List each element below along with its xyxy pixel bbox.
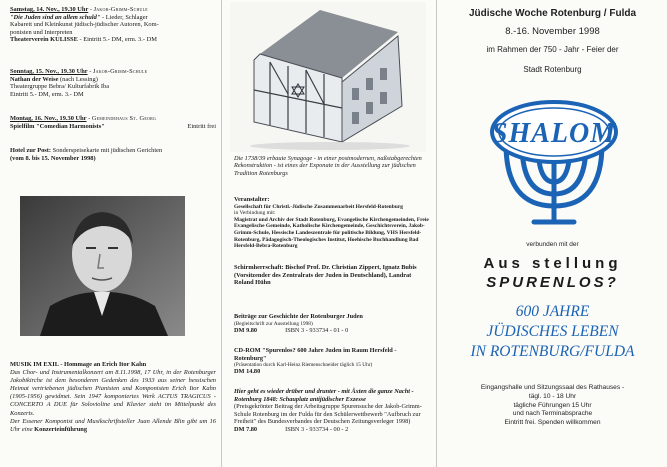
event-entry: Eintritt frei xyxy=(187,122,216,130)
pub3-isbn: ISBN 3 - 933734 - 00 - 2 xyxy=(285,425,349,433)
organizer-cooperation: in Verbindung mit: xyxy=(234,210,276,217)
publication-2 xyxy=(234,347,430,376)
exil-heading: MUSIK IM EXIL - Hommage an Erich Itor Kahn xyxy=(10,361,147,368)
organizer-heading: Veranstalter: xyxy=(234,196,270,203)
logo-text: SHALOM xyxy=(491,118,617,149)
info-line: Eingangshalle und Sitzungssaal des Rathauses - xyxy=(480,384,625,391)
pub2-price: DM 14.80 xyxy=(234,368,261,376)
publication-1 xyxy=(234,313,430,334)
info-line: Eintritt frei. Spenden willkommen xyxy=(504,419,601,427)
publication-3 xyxy=(234,388,430,433)
pub1-price: DM 9.80 xyxy=(234,326,258,334)
exil-body-bold: Konzerteinführung xyxy=(34,425,88,433)
right-panel xyxy=(438,0,667,467)
headline-line-3: IN ROTENBURG/FULDA xyxy=(470,343,635,360)
pub2-title: CD-ROM "Spurenlos? 600 Jahre Juden im Raum Hersfeld - Rotenburg" xyxy=(234,347,397,362)
synagogue-caption: Die 1738/39 erbaute Synagoge - in einer postmodernen, naßstabgerechten Rekonstruktion - ist eines der Exponate in der Ausstellung zur jüdischen Tradition Rotenburgs xyxy=(234,155,422,177)
exhibition-title: SPURENLOS? xyxy=(486,274,619,291)
event-date: Montag, 16. Nov., 19.30 Uhr xyxy=(10,115,87,122)
event-line: (nach Lessing) xyxy=(60,75,98,83)
event-venue: Theaterverein KULISSE xyxy=(10,36,78,44)
musik-im-exil xyxy=(10,361,216,434)
event-place: Jakob-Grimm-Schule xyxy=(93,6,148,13)
event-date: Samstag, 14. Nov., 19.30 Uhr xyxy=(10,6,89,13)
left-panel xyxy=(0,0,220,467)
venue-info xyxy=(438,384,667,428)
event-entry: - Eintritt 5.- DM, erm. 3.- DM xyxy=(79,36,157,44)
organizer-name: Gesellschaft für Christl.-Jüdische Zusammenarbeit Hersfeld-Rotenburg xyxy=(234,203,404,210)
portrait-photo xyxy=(20,196,185,336)
synagogue-model-photo xyxy=(230,2,426,152)
exil-body: Das Chor- und Instrumentalkonzert am 8.11.1998, 17 Uhr, in der Rotenburger Jakobikirche ist dem besonderen Gedenken des 1933 aus seiner hessischen Heimat vertriebenen jüdischen Pianisten und Komponisten Erich Itor Kahn (1905-1956) gewidmet. Sein 1947 komponiertes Werk ACTUS TRAGICUS - CONCERTO A DUE für Solovioline und Klavier steht im Mittelpunkt des Konzerts. xyxy=(10,369,216,417)
event-line: Eintritt 5.- DM, erm. 3.- DM xyxy=(10,90,84,98)
info-line: tägl. 10 - 18 Uhr xyxy=(528,392,577,400)
hotel-text: Sonderspeisekarte mit jüdischen Gerichten xyxy=(52,147,163,154)
event-date: Sonntag, 15. Nov., 19.30 Uhr xyxy=(10,68,88,75)
pub1-isbn: ISBN 3 - 933734 - 01 - 0 xyxy=(285,326,349,334)
event-place: Gemeindehaus St. Georg xyxy=(91,115,157,122)
fold-line xyxy=(436,0,437,467)
patronage xyxy=(234,264,430,287)
event-2: Sonntag, 15. Nov., 19.30 Uhr - Jakob-Grimm-Schule Nathan der Weise (nach Lessing) Theatergruppe Bebra/ Kulturfabrik Iba Eintritt 5.- DM, erm. 3.- DM xyxy=(10,68,216,98)
patron-text: Schirmherrschaft: Bischof Prof. Dr. Christian Zippert, Ignatz Bubis (Vorsitzender des Zentralrats der Juden in Deutschland), Landrat Roland Hühn xyxy=(234,264,417,286)
exil-body-2: Der Essener Komponist und Musikschriftsteller Juan Allende Blin gibt um 16 Uhr eine xyxy=(10,417,216,433)
connected-with: verbunden mit der xyxy=(526,241,579,248)
event-dates: 8.-16. November 1998 xyxy=(505,26,600,37)
middle-panel xyxy=(222,0,435,467)
event-line: - Lieder, Schlager xyxy=(101,13,148,21)
pub3-title: Hier geht es wieder drüber und drunter - mit Äxten die ganze Nacht - Rotenburg 1848: Schauplatz antijüdischer Exzesse xyxy=(234,388,414,403)
pub1-sub: (Begleitschrift zur Ausstellung 1998) xyxy=(234,320,313,327)
city-name: Stadt Rotenburg xyxy=(523,65,582,74)
anniversary-frame: im Rahmen der 750 - Jahr - Feier der xyxy=(486,45,619,54)
headline-line-1: 600 JAHRE xyxy=(515,303,590,320)
event-line: Kabarett und Kleinkunst jüdisch-jüdischer Autoren, Kom- xyxy=(10,21,159,29)
info-line: und nach Terminabsprache xyxy=(512,410,593,418)
event-3: Montag, 16. Nov., 19.30 Uhr - Gemeindehaus St. Georg Spielfilm "Comedian Harmonists" Eintritt frei xyxy=(10,115,216,130)
event-line: Theatergruppe Bebra/ Kulturfabrik Iba xyxy=(10,83,110,91)
event-1: Samstag, 14. Nov., 19.30 Uhr - Jakob-Grimm-Schule "Die Juden sind an allem schuld" - Lieder, Schlager Kabarett und Kleinkunst jüdisch-jüdischer Autoren, Kom- ponisten und Interpreten Theaterverein KULISSE - Eintritt 5.- DM, erm. 3.- DM xyxy=(10,6,216,44)
pub3-sub: (Preisgekrönter Beitrag der Arbeitsgruppe Spurensuche der Jakob-Grimm-Schule Rotenburg im der Fulda für den Schülerwettbewerb "Aufbruch zur Freiheit" des Bundesverbandes der Deutschen Zeitungsverleger 1998) xyxy=(234,403,422,425)
shalom-logo xyxy=(484,82,624,232)
pub2-sub: (Präsentation durch Karl-Heinz Riemenschneider täglich 15 Uhr) xyxy=(234,362,373,368)
event-title-main: Jüdische Woche Rotenburg / Fulda xyxy=(468,8,637,19)
event-title: Nathan der Weise xyxy=(10,75,59,83)
headline-line-2: JÜDISCHES LEBEN xyxy=(486,323,619,340)
event-line: ponisten und Interpreten xyxy=(10,28,73,36)
exhibition-label: Aus stellung xyxy=(483,255,622,272)
event-title: Spielfilm "Comedian Harmonists" xyxy=(10,122,105,130)
hotel-dates: (vom 8. bis 15. November 1998) xyxy=(10,154,96,162)
event-place: Jakob-Grimm-Schule xyxy=(92,68,148,75)
info-line: tägliche Führungen 15 Uhr xyxy=(513,401,592,409)
organizer-list: Magistrat und Archiv der Stadt Rotenburg, Evangelische Kirchengemeinden, Freie Evangelische Gemeinde, Katholische Kirchengemeinde, Geschichtsverein, Jakob-Grimm-Schule, Hessische Landeszentrale für politische Bildung, VHS Hersfeld-Rotenburg, Pädagogisch-Theologisches Institut, Hoehische Buchhandlung Bad Hersfeld-Bebra-Rotenburg xyxy=(234,216,429,250)
event-title: "Die Juden sind an allem schuld" xyxy=(10,13,101,21)
hotel-note xyxy=(10,147,216,162)
hotel-label: Hotel zur Post: xyxy=(10,147,52,154)
organizer-block xyxy=(234,197,430,250)
pub3-price: DM 7.80 xyxy=(234,425,258,433)
pub1-title: Beiträge zur Geschichte der Rotenburger Juden xyxy=(234,313,363,320)
